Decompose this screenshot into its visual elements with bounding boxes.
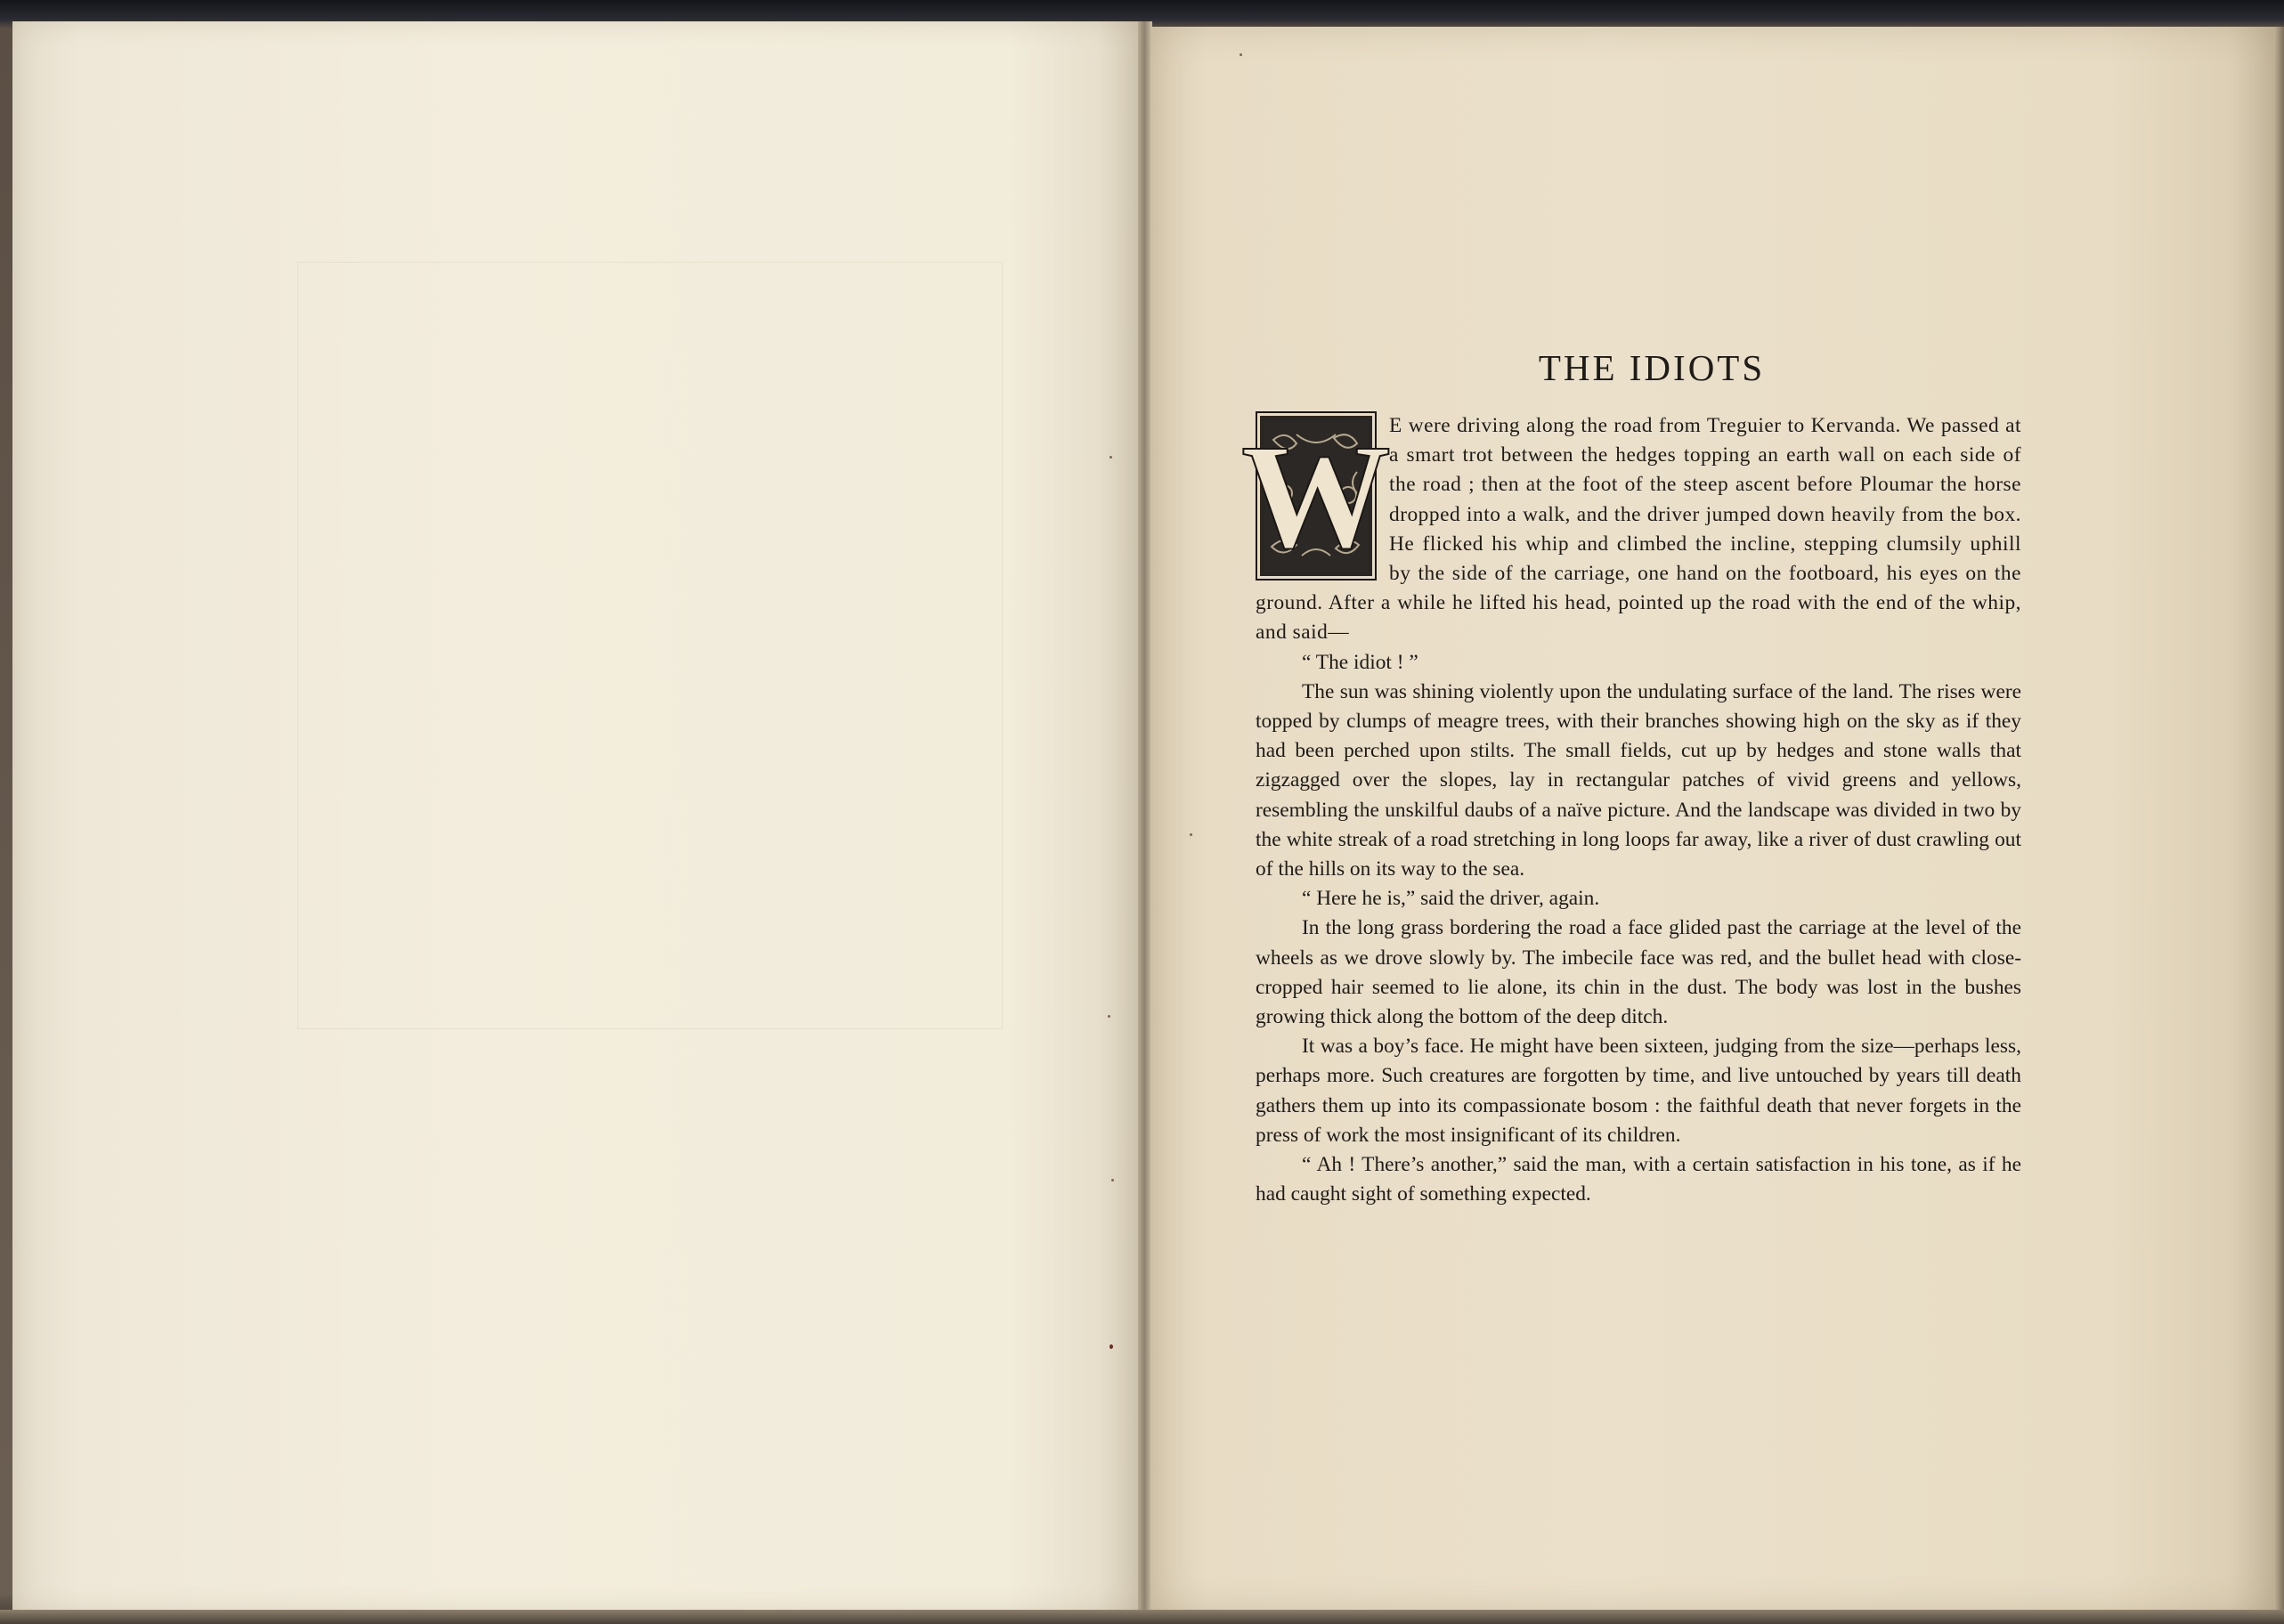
paragraph: “ Here he is,” said the driver, again. [1302, 887, 1600, 911]
paragraph: The sun was shining violently upon the undulating surface of the land. The rises were topped by clumps of meagre trees, with their branches showing high on the sky as if they had been perched upon stilts. The small fields, cut up by hedges and stone walls that zigzagged over the slopes, lay in rectangular patches of vivid greens and yellows, resembling the unskilful daubs of a naïve picture. And the landscape was divided in two by the white streak of a road stretching in long loops far away, like a river of dust crawling out of the hills on its way to the sea. [1256, 679, 2021, 881]
floral-ornament-icon [1241, 413, 1391, 580]
show-through-frame [297, 262, 1003, 1029]
paragraph: “ Ah ! There’s another,” said the man, with a certain satisfaction in his tone, as if he had caught sight of something expected. [1256, 1153, 2021, 1206]
paragraph: “ The idiot ! ” [1302, 650, 1418, 674]
paper-speck [1109, 1344, 1113, 1349]
chapter-text [1241, 347, 2021, 1209]
svg-text:W: W [1241, 414, 1391, 580]
bottom-book-edge [0, 1610, 2284, 1624]
right-page-edge [2274, 27, 2284, 1612]
paper-speck [1240, 53, 1242, 56]
left-page-blank [12, 21, 1143, 1612]
ornamental-drop-cap [1241, 411, 1391, 581]
chapter-title: THE IDIOTS [1538, 347, 1766, 388]
paper-speck [1111, 1179, 1114, 1181]
paper-speck [1109, 456, 1112, 459]
paper-speck [1190, 833, 1192, 836]
first-paragraph [1241, 411, 2021, 648]
paper-speck [1108, 1015, 1110, 1018]
paragraph: In the long grass bordering the road a face glided past the carriage at the level of the wheels as we drove slowly by. The imbecile face was red, and the bullet head with close-cropped hair seemed to lie alone, its chin in the dust. The body was lost in the bushes growing thick along the bottom of the deep ditch. [1256, 916, 2021, 1029]
paragraph: It was a boy’s face. He might have been sixteen, judging from the size—perhaps less, perhaps more. Such creatures are forgotten by time, and live untouched by years till death gathers them up into its compassionate bosom : the faithful death that never forgets in the press of work the most insignificant of its children. [1256, 1035, 2021, 1147]
first-paragraph-text: E were driving along the road from Treguier to Kervanda. We passed at a smart trot between the hedges topping an earth wall on each side of the road ; then at the foot of the steep ascent before Ploumar the horse dropped into a walk, and the driver jumped down heavily from the box. He flicked his whip and climbed the incline, stepping clumsily uphill by the side of the carriage, one hand on the footboard, his eyes on the ground. After a while he lifted his head, pointed up the road with the end of the whip, and said— [1256, 414, 2021, 645]
